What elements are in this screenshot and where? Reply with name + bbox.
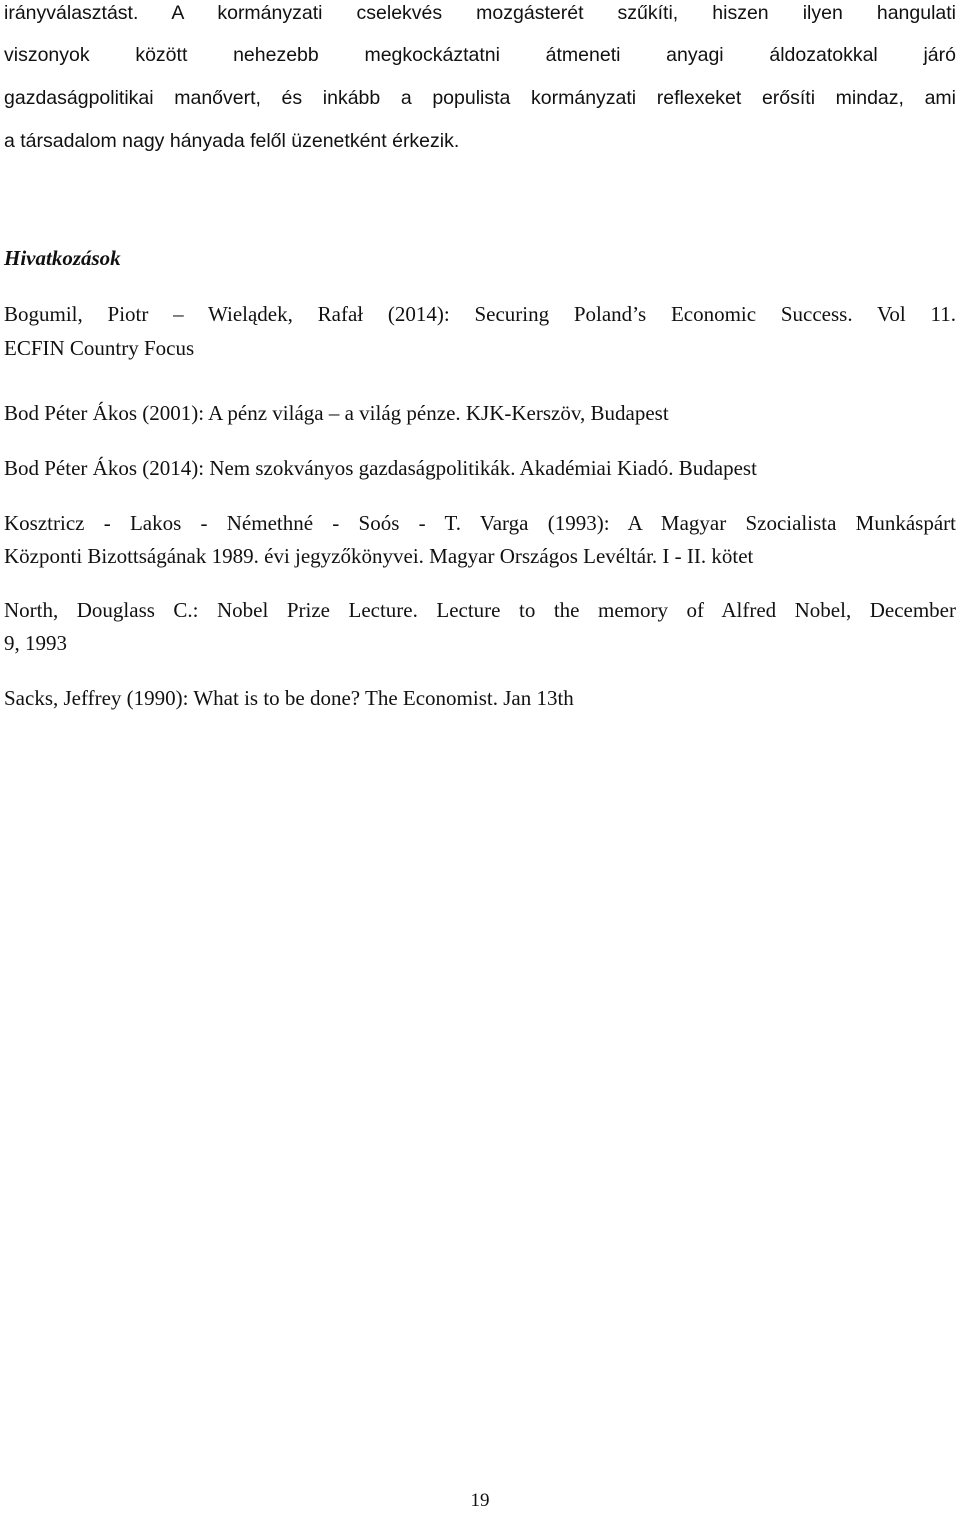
paragraph-line: irányválasztást. A kormányzati cselekvés mozgásterét szűkíti, hiszen ilyen hangulati	[4, 2, 956, 24]
reference-line: Bod Péter Ákos (2014): Nem szokványos gazdaságpolitikák. Akadémiai Kiadó. Budapest	[4, 456, 757, 480]
paragraph-line: a társadalom nagy hányada felől üzenetként érkezik.	[4, 130, 460, 152]
paragraph-line: gazdaságpolitikai manővert, és inkább a populista kormányzati reflexeket erősíti mindaz, ami	[4, 87, 956, 109]
reference-line: Bod Péter Ákos (2001): A pénz világa – a világ pénze. KJK-Kerszöv, Budapest	[4, 401, 669, 425]
reference-line: Központi Bizottságának 1989. évi jegyzőkönyvei. Magyar Országos Levéltár. I - II. kötet	[4, 544, 754, 568]
reference-line: Kosztricz - Lakos - Némethné - Soós - T. Varga (1993): A Magyar Szocialista Munkáspárt	[4, 511, 956, 535]
reference-line: Bogumil, Piotr – Wielądek, Rafał (2014): Securing Poland’s Economic Success. Vol 11.	[4, 302, 956, 326]
paragraph-line: viszonyok között nehezebb megkockáztatni átmeneti anyagi áldozatokkal járó	[4, 44, 956, 66]
page-number: 19	[470, 1490, 490, 1511]
reference-line: ECFIN Country Focus	[4, 336, 195, 360]
reference-line: Sacks, Jeffrey (1990): What is to be done? The Economist. Jan 13th	[4, 686, 574, 710]
reference-line: 9, 1993	[4, 631, 67, 655]
reference-line: North, Douglass C.: Nobel Prize Lecture. Lecture to the memory of Alfred Nobel, December	[4, 598, 956, 622]
references-heading: Hivatkozások	[4, 246, 121, 270]
